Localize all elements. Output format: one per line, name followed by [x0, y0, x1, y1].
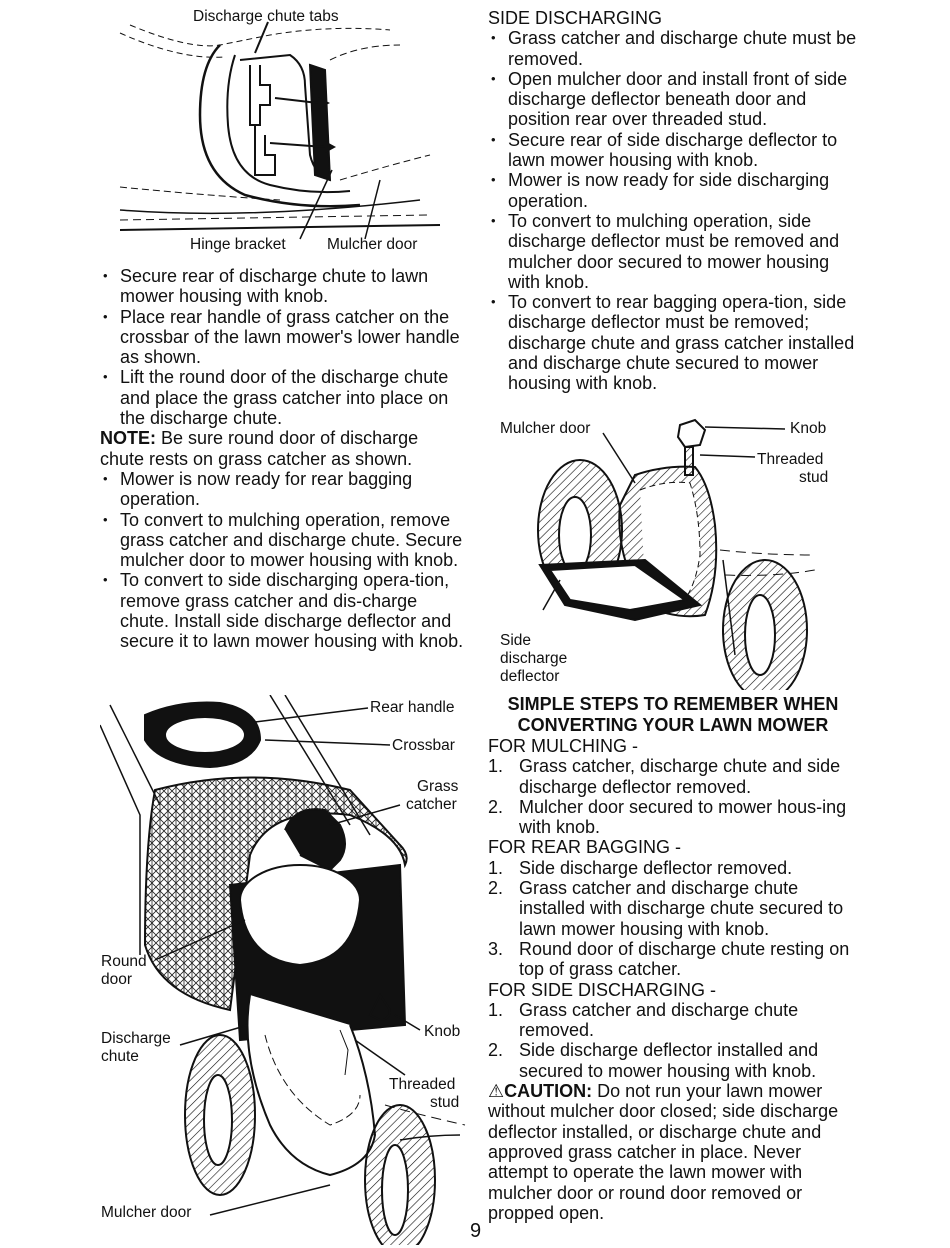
label-hinge-bracket: Hinge bracket — [190, 236, 286, 253]
list-item: • Mower is now ready for rear bagging operation. — [100, 469, 465, 510]
bagging-title: FOR REAR BAGGING - — [488, 837, 682, 858]
label-catcher: catcher — [406, 796, 457, 813]
list-item: • Place rear handle of grass catcher on the crossbar of the lawn mower's lower handle as shown. — [100, 307, 465, 368]
label-discharge-2: discharge — [500, 650, 568, 667]
caution-paragraph — [488, 1081, 858, 1223]
list-item — [488, 1040, 858, 1081]
bullet-list-a — [100, 266, 465, 428]
steps-heading-line-2: CONVERTING YOUR LAWN MOWER — [517, 715, 829, 735]
bagging-list — [488, 858, 858, 980]
side-discharging-steps-title: FOR SIDE DISCHARGING - — [488, 979, 717, 1000]
label-side: Side — [500, 632, 532, 649]
page-number: 9 — [470, 1220, 482, 1242]
note-text: Be sure round door of discharge chute rests on grass catcher as shown. — [100, 428, 419, 469]
item-text: Round door of discharge chute resting on top of grass catcher. — [519, 938, 850, 980]
label-chute: chute — [101, 1048, 139, 1065]
warning-triangle-icon: ⚠ — [488, 1081, 505, 1102]
list-item: • To convert to side discharging opera-tion, remove grass catcher and dis-charge chute. Install side discharge deflector and secure it to lawn mower housing with knob. — [100, 570, 465, 651]
list-item: • Mower is now ready for side discharging operation. — [488, 170, 858, 211]
discharge-chute-tabs-illustration — [100, 5, 450, 255]
list-item: • To convert to rear bagging opera-tion, side discharge deflector must be removed; discharge chute and grass catcher installed and discharge chute secured to mower housing with knob. — [488, 292, 858, 393]
caution-label: CAUTION: — [504, 1081, 593, 1102]
item-number: 3. — [488, 938, 504, 959]
list-item: • To convert to mulching operation, side discharge deflector must be removed and mulcher door secured to mower housing with knob. — [488, 211, 858, 292]
label-discharge-chute-tabs: Discharge chute tabs — [193, 8, 339, 25]
steps-heading-line-1: SIMPLE STEPS TO REMEMBER WHEN — [507, 694, 839, 714]
caution-text: Do not run your lawn mower without mulcher door closed; side discharge deflector installed, or discharge chute and approved grass catcher in place. Never attempt to operate the lawn mower with mulcher door or round door removed or propped open. — [488, 1081, 839, 1223]
side-discharging-section — [488, 8, 858, 394]
list-item — [488, 878, 858, 939]
note-paragraph — [100, 428, 465, 469]
item-number: 1. — [488, 756, 504, 777]
label-threaded-2: Threaded — [757, 451, 824, 468]
mulching-list — [488, 756, 858, 837]
item-text: Mulcher door secured to mower hous-ing with knob. — [519, 796, 847, 838]
list-item — [488, 1000, 858, 1041]
item-text: Side discharge deflector removed. — [519, 857, 793, 878]
label-threaded: Threaded — [389, 1076, 456, 1093]
bullet-list-b — [100, 469, 465, 652]
label-discharge: Discharge — [101, 1030, 171, 1047]
item-text: Grass catcher and discharge chute removed. — [519, 999, 799, 1041]
label-deflector: deflector — [500, 668, 560, 685]
left-instructions — [100, 266, 465, 652]
label-door: door — [101, 971, 133, 988]
list-item — [488, 756, 858, 797]
simple-steps-section — [488, 694, 858, 1223]
item-text: Grass catcher and discharge chute installed with discharge chute secured to lawn mower housing with knob. — [519, 878, 844, 939]
item-number: 2. — [488, 796, 504, 817]
list-item: • Secure rear of side discharge deflector to lawn mower housing with knob. — [488, 130, 858, 171]
side-discharging-title: SIDE DISCHARGING — [488, 8, 663, 28]
item-text: Grass catcher, discharge chute and side discharge deflector removed. — [519, 756, 841, 797]
rear-bagging-mower-illustration — [100, 695, 470, 1245]
item-number: 2. — [488, 1040, 504, 1061]
side-discharge-illustration — [495, 405, 845, 690]
label-knob-2: Knob — [790, 420, 827, 437]
label-rear-handle: Rear handle — [370, 699, 455, 716]
list-item — [488, 939, 858, 980]
list-item — [488, 858, 858, 878]
side-discharging-steps-list — [488, 1000, 858, 1081]
list-item — [488, 797, 858, 838]
list-item: • Grass catcher and discharge chute must be removed. — [488, 28, 858, 69]
mulching-title: FOR MULCHING - — [488, 736, 638, 756]
list-item: • Secure rear of discharge chute to lawn mower housing with knob. — [100, 266, 465, 307]
note-label: NOTE: — [100, 428, 156, 449]
list-item: • Open mulcher door and install front of side discharge deflector beneath door and position rear over threaded stud. — [488, 69, 858, 130]
item-number: 2. — [488, 878, 504, 899]
label-stud: stud — [430, 1094, 460, 1111]
label-round: Round — [101, 953, 147, 970]
label-mulcher-door-3: Mulcher door — [500, 420, 591, 437]
item-number: 1. — [488, 999, 504, 1020]
item-number: 1. — [488, 857, 504, 878]
list-item: • Lift the round door of the discharge chute and place the grass catcher into place on the discharge chute. — [100, 367, 465, 428]
label-grass: Grass — [417, 778, 459, 795]
label-knob: Knob — [424, 1023, 461, 1040]
side-discharging-list — [488, 28, 858, 393]
label-mulcher-door-2: Mulcher door — [101, 1204, 192, 1221]
label-mulcher-door: Mulcher door — [327, 236, 418, 253]
label-crossbar: Crossbar — [392, 737, 455, 754]
label-stud-2: stud — [799, 469, 829, 486]
item-text: Side discharge deflector installed and secured to mower housing with knob. — [519, 1040, 819, 1081]
list-item: • To convert to mulching operation, remove grass catcher and discharge chute. Secure mulcher door to mower housing with knob. — [100, 510, 465, 571]
